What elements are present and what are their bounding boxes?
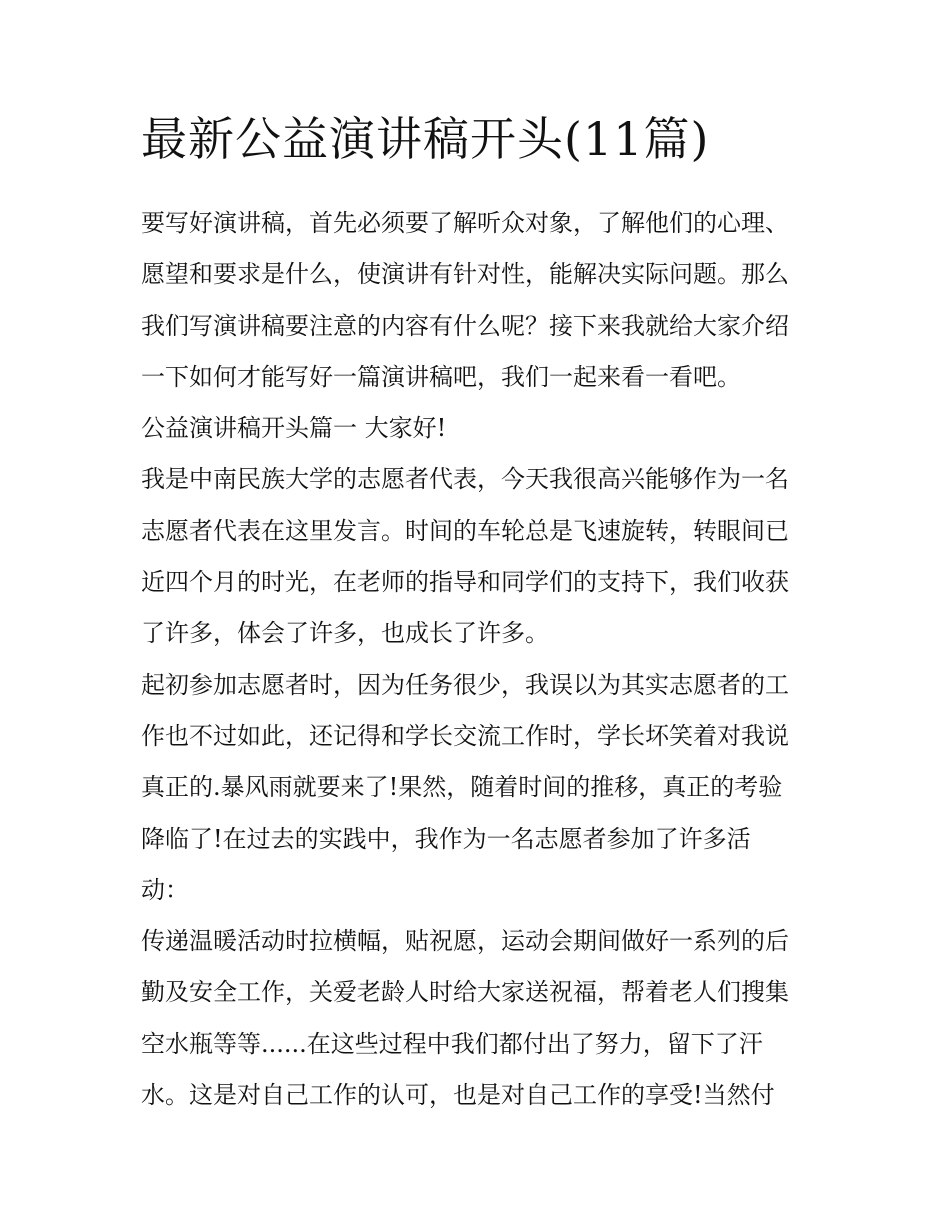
text-line: 动： [141,875,189,904]
paragraph-intro [141,198,821,403]
text-line: 空水瓶等等......在这些过程中我们都付出了努力，留下了汗 [141,1029,763,1058]
paragraph-volunteer-intro [141,454,821,659]
text-line: 降临了!在过去的实践中，我作为一名志愿者参加了许多活 [141,824,751,853]
text-line: 作也不过如此，还记得和学长交流工作时，学长坏笑着对我说 [141,721,789,750]
text-line: 要写好演讲稿，首先必须要了解听众对象，了解他们的心理、 [141,209,789,237]
document-title: 最新公益演讲稿开头(11篇) [141,112,710,166]
paragraph-beginning [141,660,821,916]
text-line: 起初参加志愿者时，因为任务很少，我误以为其实志愿者的工 [141,670,789,699]
text-line: 一下如何才能写好一篇演讲稿吧，我们一起来看一看吧。 [141,362,741,391]
text-line: 我是中南民族大学的志愿者代表，今天我很高兴能够作为一名 [141,465,789,494]
text-line: 了许多，体会了许多，也成长了许多。 [141,619,549,648]
text-line: 志愿者代表在这里发言。时间的车轮总是飞速旋转，转眼间已 [141,516,789,545]
text-line: 公益演讲稿开头篇一 大家好! [141,414,447,443]
text-line: 近四个月的时光，在老师的指导和同学们的支持下，我们收获 [141,568,789,597]
text-line: 勤及安全工作，关爱老龄人时给大家送祝福，帮着老人们搜集 [141,978,789,1007]
text-line: 真正的.暴风雨就要来了!果然，随着时间的推移，真正的考验 [141,773,783,802]
text-line: 水。这是对自己工作的认可，也是对自己工作的享受!当然付 [141,1081,775,1110]
paragraph-section-heading [141,403,821,454]
document-body [141,198,821,1121]
text-line: 传递温暖活动时拉横幅，贴祝愿，运动会期间做好一系列的后 [141,927,789,956]
paragraph-activities [141,916,821,1121]
text-line: 我们写演讲稿要注意的内容有什么呢？接下来我就给大家介绍 [141,311,789,340]
text-line: 愿望和要求是什么，使演讲有针对性，能解决实际问题。那么 [141,260,789,289]
